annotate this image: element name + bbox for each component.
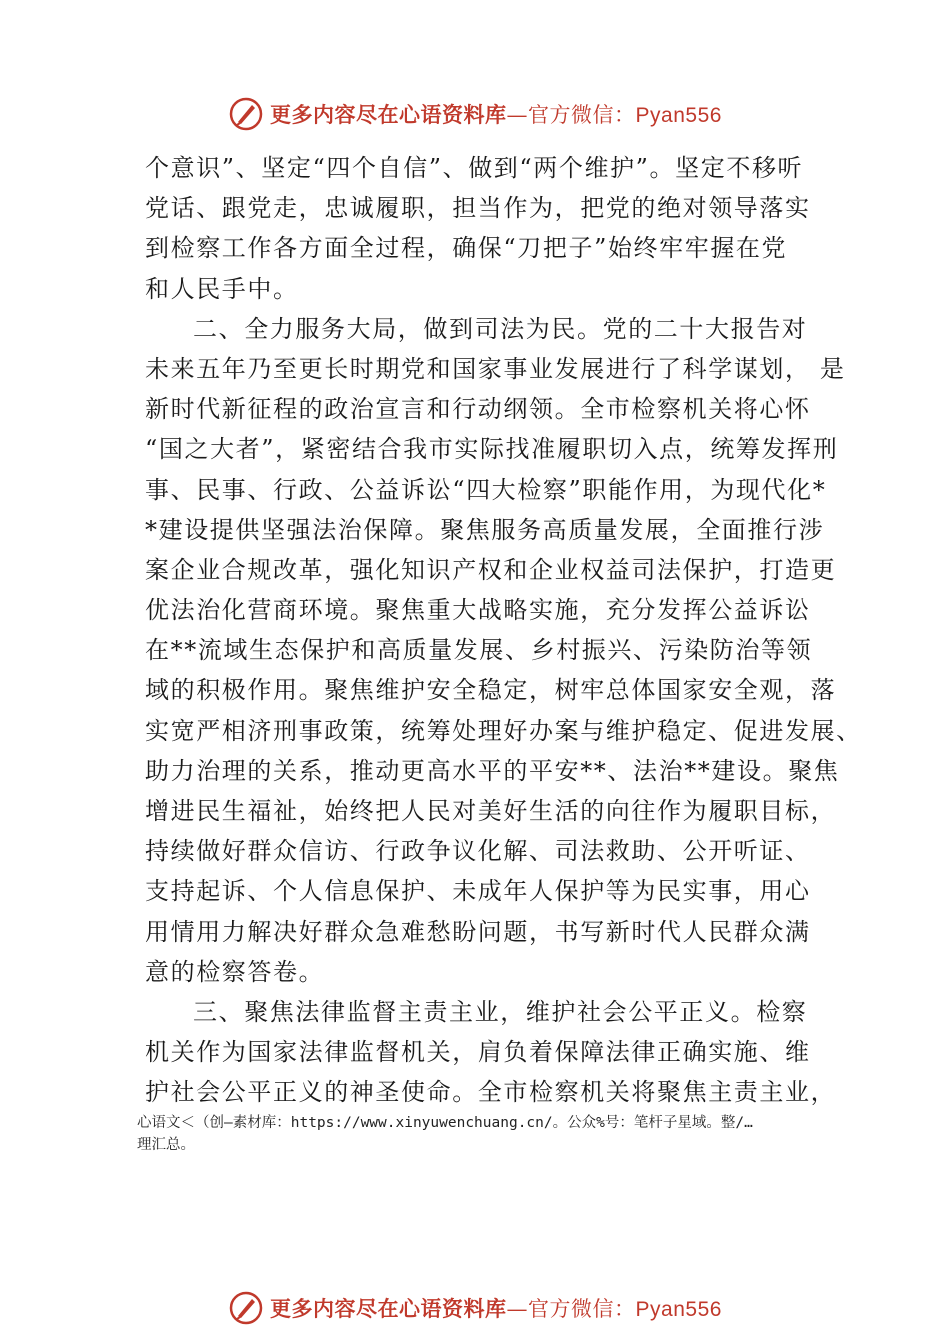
header-banner xyxy=(0,92,950,136)
footnote-line-1: 心语文＜（创—素材库：https://www.xinyuwenchuang.cn/。公众%号：笔杆子星域。整/… xyxy=(137,1115,753,1131)
document-body xyxy=(145,148,862,1113)
text-line: 助力治理的关系，推动更高水平的平安**、法治**建设。聚焦 xyxy=(145,756,840,785)
text-line: 护社会公平正义的神圣使命。全市检察机关将聚焦主责主业， xyxy=(145,1078,837,1107)
text-line: 未来五年乃至更长时期党和国家事业发展进行了科学谋划， 是 xyxy=(145,354,846,383)
text-line: 机关作为国家法律监督机关，肩负着保障法律正确实施、维 xyxy=(145,1038,811,1067)
text-line: 个意识”、坚定“四个自信”、做到“两个维护”。坚定不移听 xyxy=(145,154,804,182)
banner-dash: — xyxy=(506,1297,529,1321)
footnote-line-2: 理汇总。 xyxy=(137,1137,195,1153)
text-line: 实宽严相济刑事政策，统筹处理好办案与维护稳定、促进发展、 xyxy=(145,716,862,745)
text-line: 域的积极作用。聚焦维护安全稳定，树牢总体国家安全观，落 xyxy=(145,676,837,705)
text-line: 意的检察答卷。 xyxy=(145,957,325,986)
text-line: 用情用力解决好群众急难愁盼问题，书写新时代人民群众满 xyxy=(145,917,811,946)
text-line: 优法治化营商环境。聚焦重大战略实施，充分发挥公益诉讼 xyxy=(145,596,811,625)
section-heading-line: 三、聚焦法律监督主责主业，维护社会公平正义。检察 xyxy=(193,997,808,1026)
banner-wechat-id: Pyan556 xyxy=(635,104,722,127)
banner-prefix: 更多内容尽在心语资料库 xyxy=(270,1296,507,1321)
section-heading-line: 二、全力服务大局，做到司法为民。党的二十大报告对 xyxy=(193,314,808,343)
text-line: 事、民事、行政、公益诉讼“四大检察”职能作用，为现代化* xyxy=(145,475,827,504)
text-line: 新时代新征程的政治宣言和行动纲领。全市检察机关将心怀 xyxy=(145,395,811,424)
banner-prefix: 更多内容尽在心语资料库 xyxy=(270,102,507,127)
banner-text xyxy=(270,1293,722,1323)
text-line: 案企业合规改革，强化知识产权和企业权益司法保护，打造更 xyxy=(145,555,837,584)
banner-label: 官方微信： xyxy=(528,1297,636,1321)
banner-text xyxy=(270,99,722,129)
banner-wechat-id: Pyan556 xyxy=(635,1298,722,1321)
text-line: *建设提供坚强法治保障。聚焦服务高质量发展，全面推行涉 xyxy=(145,515,825,544)
pen-logo-icon xyxy=(228,96,264,132)
text-line: 支持起诉、个人信息保护、未成年人保护等为民实事，用心 xyxy=(145,877,811,906)
text-line: 和人民手中。 xyxy=(145,274,299,303)
footer-banner xyxy=(0,1286,950,1330)
text-line: 增进民生福祉，始终把人民对美好生活的向往作为履职目标， xyxy=(145,797,837,825)
source-footnote xyxy=(137,1112,837,1156)
text-line: 持续做好群众信访、行政争议化解、司法救助、公开听证、 xyxy=(145,837,811,866)
banner-label: 官方微信： xyxy=(528,103,636,127)
text-line: “国之大者”，紧密结合我市实际找准履职切入点，统筹发挥刑 xyxy=(145,435,839,464)
pen-logo-icon xyxy=(228,1290,264,1326)
text-line: 党话、跟党走，忠诚履职，担当作为，把党的绝对领导落实 xyxy=(145,194,811,223)
text-line: 在**流域生态保护和高质量发展、乡村振兴、污染防治等领 xyxy=(145,636,813,665)
banner-dash: — xyxy=(506,103,529,127)
text-line: 到检察工作各方面全过程，确保“刀把子”始终牢牢握在党 xyxy=(145,234,788,263)
